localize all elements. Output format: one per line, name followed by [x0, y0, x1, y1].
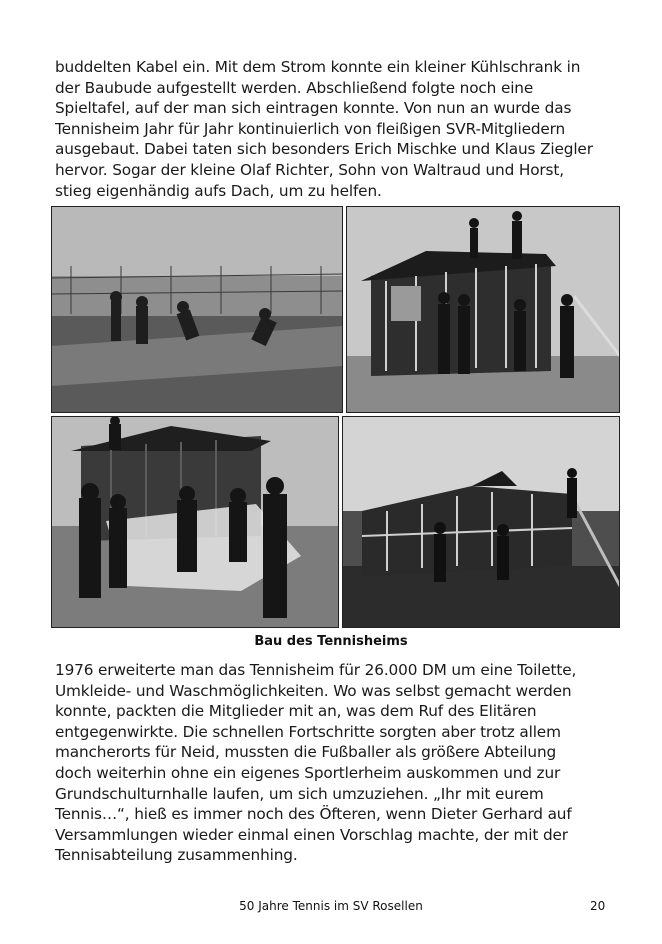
text-line: mancherorts für Neid, mussten die Fußballer als größere Abteilung [55, 743, 557, 762]
photo-plastic-sheet [51, 416, 339, 628]
text-line: Tennisabteilung zusammenhing. [55, 846, 298, 865]
photo-ground-work [51, 206, 343, 413]
body-paragraph-2 [55, 660, 615, 866]
text-line: Versammlungen wieder einmal einen Vorschlag machte, der mit der [55, 825, 568, 844]
footer-title: 50 Jahre Tennis im SV Rosellen [239, 899, 423, 913]
text-line: Grundschulturnhalle laufen, um sich umzuziehen. „Ihr mit eurem [55, 784, 544, 803]
text-line: buddelten Kabel ein. Mit dem Strom konnte ein kleiner Kühlschrank in [55, 58, 581, 76]
text-line: hervor. Sogar der kleine Olaf Richter, Sohn von Waltraud und Horst, [55, 160, 564, 179]
photo-hut-frame [346, 206, 620, 413]
text-line: Umkleide- und Waschmöglichkeiten. Wo was selbst gemacht werden [55, 681, 572, 700]
text-line: ausgebaut. Dabei taten sich besonders Erich Mischke und Klaus Ziegler [55, 140, 593, 159]
figure-caption: Bau des Tennisheims [254, 634, 408, 649]
photo-collage [51, 206, 620, 628]
text-line: 1976 erweiterte man das Tennisheim für 26.000 DM um eine Toilette, [55, 661, 577, 679]
body-paragraph-1 [55, 57, 615, 201]
text-line: konnte, packten die Mitglieder mit an, was dem Ruf des Elitären [55, 702, 537, 721]
page-number: 20 [590, 899, 606, 913]
text-line: doch weiterhin ohne ein eigenes Sportlerheim auskommen und zur [55, 763, 561, 782]
text-line: stieg eigenhändig aufs Dach, um zu helfen. [55, 181, 382, 200]
text-line: Tennis…“, hieß es immer noch des Öfteren, wenn Dieter Gerhard auf [55, 805, 572, 824]
text-line: entgegenwirkte. Die schnellen Fortschritte sorgten aber trotz allem [55, 722, 561, 741]
text-line: Tennisheim Jahr für Jahr kontinuierlich von fleißigen SVR-Mitgliedern [55, 119, 566, 138]
photo-construction-site [342, 416, 620, 628]
text-line: der Baubude aufgestellt werden. Abschließend folgte noch eine [55, 78, 534, 97]
text-line: Spieltafel, auf der man sich eintragen konnte. Von nun an wurde das [55, 99, 572, 118]
